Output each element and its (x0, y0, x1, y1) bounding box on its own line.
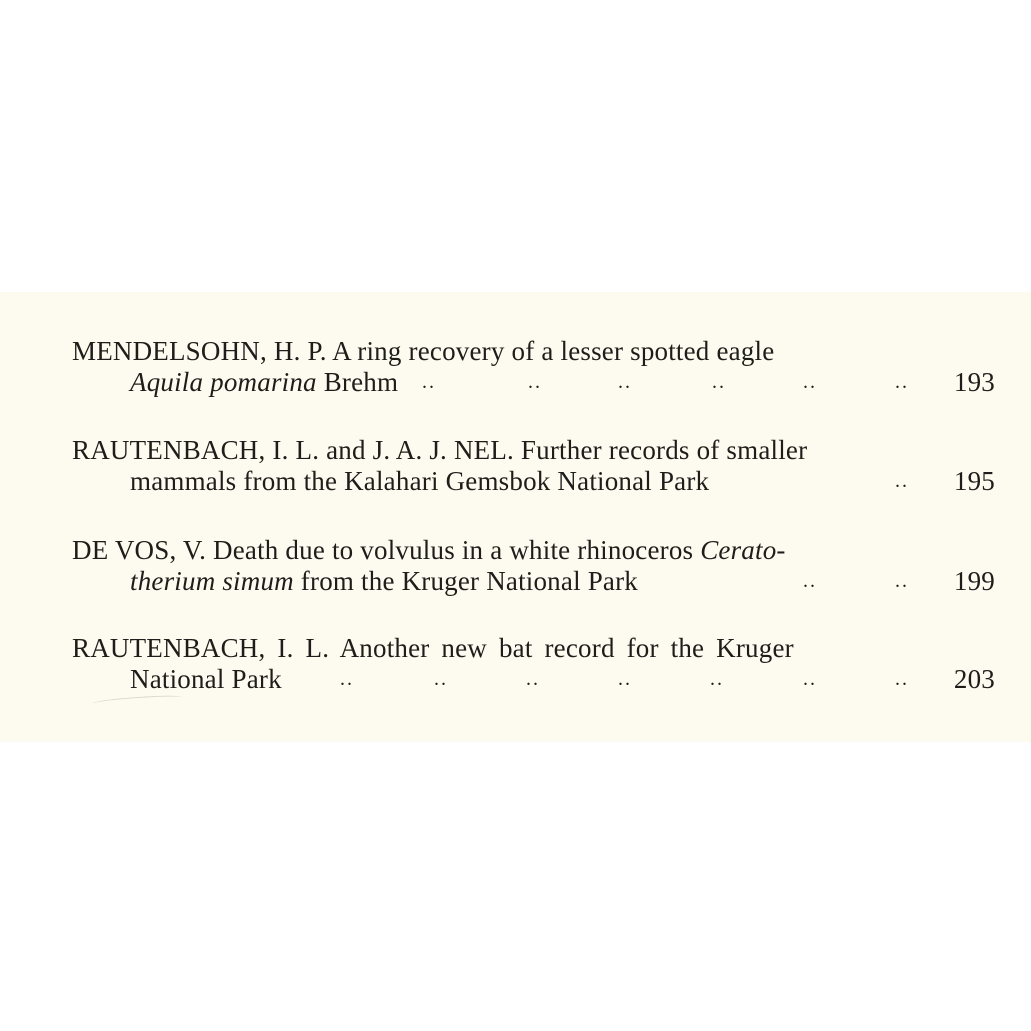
entry-title-continued: from the Kruger National Park (293, 566, 639, 596)
leader-dots: .. (803, 570, 817, 592)
dot-leaders (0, 466, 1031, 496)
leader-dots: .. (895, 470, 909, 492)
leader-dots: .. (340, 668, 354, 690)
leader-dots: .. (434, 668, 448, 690)
leader-dots: .. (422, 371, 436, 393)
entry-title-line (72, 633, 794, 663)
entry-title: Further records of smaller (513, 435, 808, 465)
leader-dots: .. (712, 371, 726, 393)
entry-title-line (72, 435, 807, 465)
dot-leaders (0, 664, 1031, 694)
leader-dots: .. (526, 668, 540, 690)
paper-smudge (92, 694, 182, 707)
entry-authors: DE VOS, V. (72, 535, 207, 565)
entry-species-name: Cerato- (700, 535, 786, 565)
dot-leaders (0, 367, 1031, 397)
entry-authors: RAUTENBACH, I. L. (72, 633, 330, 663)
entry-title: Another new bat record for the Kruger (329, 633, 794, 663)
leader-dots: .. (618, 371, 632, 393)
entry-title: Death due to volvulus in a white rhinoceros (206, 535, 701, 565)
entry-title-continued: mammals from the Kalahari Gemsbok National Park (130, 466, 710, 496)
page-number: 203 (953, 664, 995, 694)
dot-leaders (0, 566, 1031, 596)
leader-dots: .. (618, 668, 632, 690)
entry-authors: RAUTENBACH, I. L. and J. A. J. NEL. (72, 435, 514, 465)
leader-dots: .. (803, 371, 817, 393)
entry-title-line (72, 535, 786, 565)
page-number: 199 (953, 566, 995, 596)
leader-dots: .. (803, 668, 817, 690)
leader-dots: .. (528, 371, 542, 393)
leader-dots: .. (895, 570, 909, 592)
entry-title-continued: Brehm (316, 367, 399, 397)
leader-dots: .. (895, 371, 909, 393)
entry-authors: MENDELSOHN, H. P. (72, 336, 327, 366)
page-number: 195 (953, 466, 995, 496)
page-number: 193 (953, 367, 995, 397)
entry-title-continued: National Park (130, 664, 282, 694)
entry-species-name: therium simum (130, 566, 294, 596)
leader-dots: .. (710, 668, 724, 690)
entry-title: A ring recovery of a lesser spotted eagle (326, 336, 775, 366)
leader-dots: .. (895, 668, 909, 690)
scanned-page (0, 292, 1031, 742)
entry-title-line (72, 336, 774, 366)
entry-species-name: Aquila pomarina (130, 367, 317, 397)
